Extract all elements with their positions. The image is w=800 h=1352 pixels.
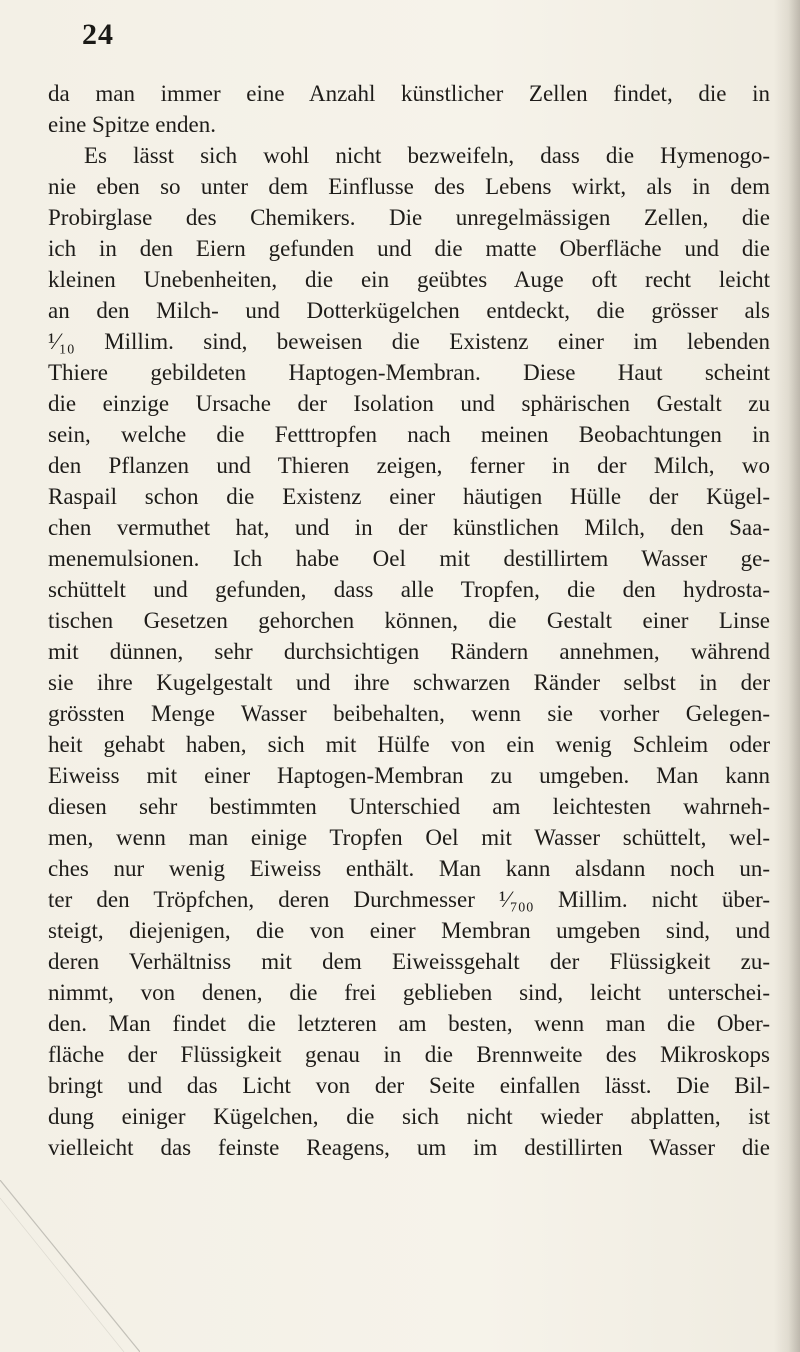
- page-edge-shadow: [774, 0, 800, 1352]
- text-line-16: menemulsionen. Ich habe Oel mit destillirtem Wasser ge-: [48, 546, 770, 571]
- text-line-28: steigt, diejenigen, die von einer Membran umgeben sind, und: [48, 918, 770, 943]
- text-line-25: men, wenn man einige Tropfen Oel mit Wasser schüttelt, wel-: [48, 825, 770, 850]
- text-line-18: tischen Gesetzen gehorchen können, die Gestalt einer Linse: [48, 608, 770, 633]
- text-line-34: dung einiger Kügelchen, die sich nicht wieder abplatten, ist: [48, 1104, 770, 1129]
- text-line-32: fläche der Flüssigkeit genau in die Brennweite des Mikroskops: [48, 1042, 770, 1067]
- text-line-27: ter den Tröpfchen, deren Durchmesser ¹⁄₇₀₀ Millim. nicht über-: [48, 887, 770, 912]
- text-line-26: ches nur wenig Eiweiss enthält. Man kann alsdann noch un-: [48, 856, 770, 881]
- text-line-6: ich in den Eiern gefunden und die matte Oberfläche und die: [48, 236, 770, 261]
- text-line-21: grössten Menge Wasser beibehalten, wenn sie vorher Gelegen-: [48, 701, 770, 726]
- text-line-8: an den Milch- und Dotterkügelchen entdeckt, die grösser als: [48, 298, 770, 323]
- text-line-24: diesen sehr bestimmten Unterschied am leichtesten wahrneh-: [48, 794, 770, 819]
- text-line-29: deren Verhältniss mit dem Eiweissgehalt der Flüssigkeit zu-: [48, 949, 770, 974]
- text-line-3: Es lässt sich wohl nicht bezweifeln, dass die Hymenogo-: [84, 143, 770, 168]
- text-line-22: heit gehabt haben, sich mit Hülfe von ein wenig Schleim oder: [48, 732, 770, 757]
- page-number: 24: [82, 18, 114, 51]
- text-line-4: nie eben so unter dem Einflusse des Lebens wirkt, als in dem: [48, 174, 770, 199]
- text-line-5: Probirglase des Chemikers. Die unregelmässigen Zellen, die: [48, 205, 770, 230]
- text-line-19: mit dünnen, sehr durchsichtigen Rändern annehmen, während: [48, 639, 770, 664]
- text-line-2: eine Spitze enden.: [48, 112, 216, 137]
- body-text: [48, 78, 770, 1163]
- text-line-15: chen vermuthet hat, und in der künstlichen Milch, den Saa-: [48, 515, 770, 540]
- text-line-12: sein, welche die Fetttropfen nach meinen Beobachtungen in: [48, 422, 770, 447]
- text-line-14: Raspail schon die Existenz einer häutigen Hülle der Kügel-: [48, 484, 770, 509]
- text-line-9: ¹⁄₁₀ Millim. sind, beweisen die Existenz einer im lebenden: [48, 329, 770, 354]
- text-line-33: bringt und das Licht von der Seite einfallen lässt. Die Bil-: [48, 1073, 770, 1098]
- text-line-35: vielleicht das feinste Reagens, um im destillirten Wasser die: [48, 1135, 770, 1160]
- text-line-30: nimmt, von denen, die frei geblieben sind, leicht unterschei-: [48, 980, 770, 1005]
- text-line-20: sie ihre Kugelgestalt und ihre schwarzen Ränder selbst in der: [48, 670, 770, 695]
- text-line-1: da man immer eine Anzahl künstlicher Zellen findet, die in: [48, 81, 770, 106]
- text-line-10: Thiere gebildeten Haptogen-Membran. Diese Haut scheint: [48, 360, 770, 385]
- text-line-23: Eiweiss mit einer Haptogen-Membran zu umgeben. Man kann: [48, 763, 770, 788]
- text-line-17: schüttelt und gefunden, dass alle Tropfen, die den hydrosta-: [48, 577, 770, 602]
- text-line-13: den Pflanzen und Thieren zeigen, ferner in der Milch, wo: [48, 453, 770, 478]
- text-line-31: den. Man findet die letzteren am besten, wenn man die Ober-: [48, 1011, 770, 1036]
- text-line-7: kleinen Unebenheiten, die ein geübtes Auge oft recht leicht: [48, 267, 770, 292]
- text-line-11: die einzige Ursache der Isolation und sphärischen Gestalt zu: [48, 391, 770, 416]
- paper-crease-mark: [0, 1180, 140, 1352]
